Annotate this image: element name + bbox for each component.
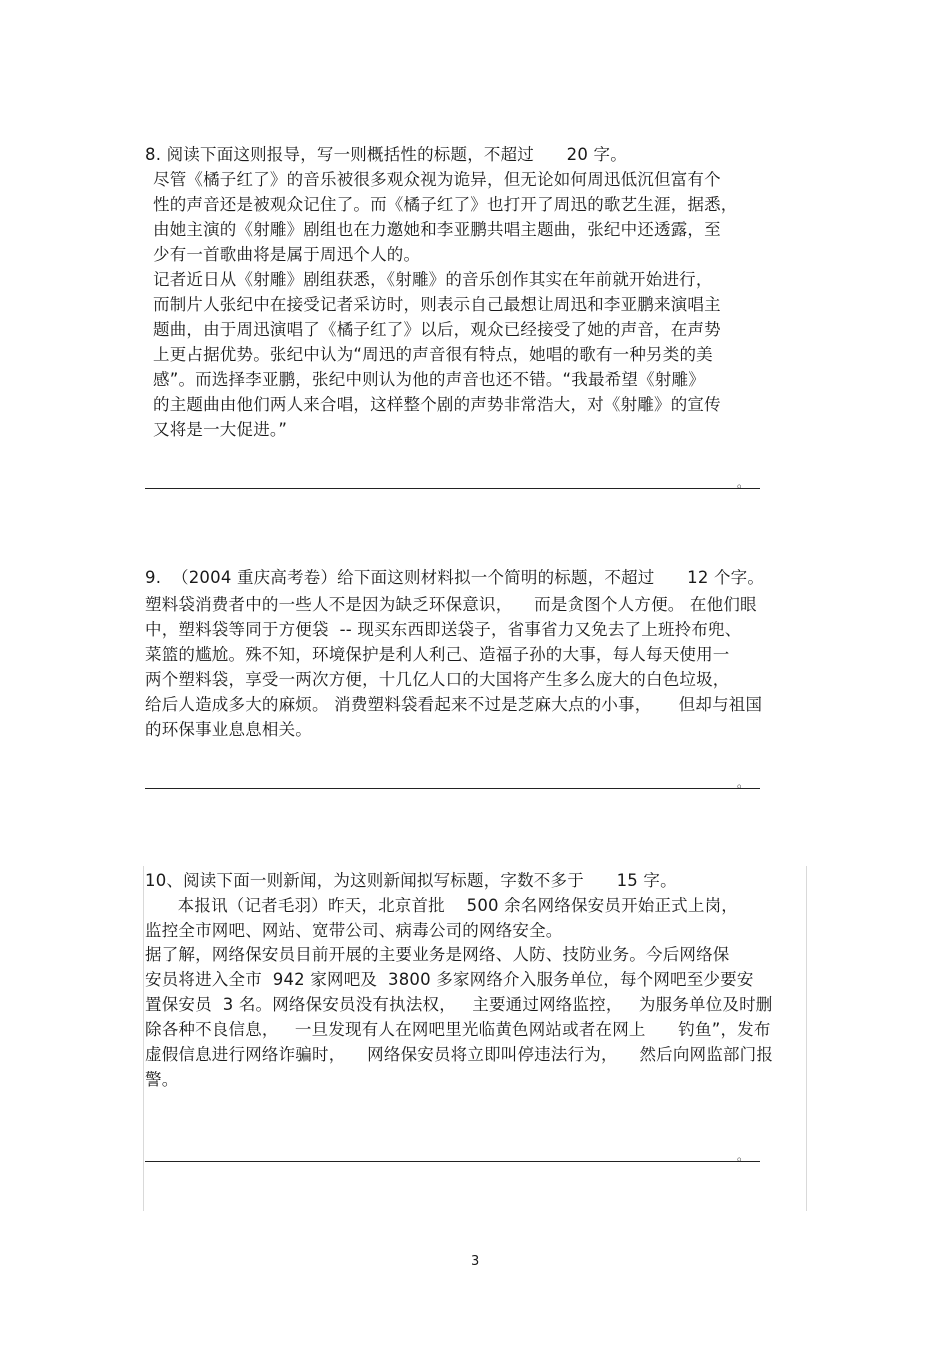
q10-text-line: 安员将进入全市 942 家网吧及 3800 多家网络介入服务单位，每个网吧至少要安 [145, 970, 754, 989]
q9-text-line: 中，塑料袋等同于方便袋 -- 现买东西即送袋子，省事省力又免去了上班拎布兜、 [145, 620, 742, 639]
q8-text-line: 记者近日从《射雕》剧组获悉，《射雕》的音乐创作其实在年前就开始进行， [153, 270, 713, 289]
page-number: 3 [471, 1254, 480, 1269]
q10-text-line: 虚假信息进行网络诈骗时， 网络保安员将立即叫停违法行为， 然后向网监部门报 [145, 1045, 774, 1064]
q8-text-line: 又将是一大促进。” [153, 420, 288, 439]
q8-answer-period: 。 [737, 476, 750, 490]
q8-text-line: 性的声音还是被观众记住了。而《橘子红了》也打开了周迅的歌艺生涯，据悉， [153, 195, 738, 214]
q9-answer-line[interactable] [145, 788, 760, 789]
q10-text-line: 除各种不良信息， 一旦发现有人在网吧里光临黄色网站或者在网上 钓鱼”，发布 [145, 1020, 771, 1039]
q8-text-line: 由她主演的《射雕》剧组也在力邀她和李亚鹏共唱主题曲，张纪中还透露，至 [153, 220, 721, 239]
q8-heading: 8. 阅读下面这则报导，写一则概括性的标题，不超过 20 字。 [145, 145, 627, 164]
q8-text-line: 而制片人张纪中在接受记者采访时，则表示自己最想让周迅和李亚鹏来演唱主 [153, 295, 721, 314]
q9-text-line: 的环保事业息息相关。 [145, 720, 312, 739]
q8-text-line: 的主题曲由他们两人来合唱，这样整个剧的声势非常浩大，对《射雕》的宣传 [153, 395, 721, 414]
q9-text-line: 两个塑料袋，享受一两次方便，十几亿人口的大国将产生多么庞大的白色垃圾， [145, 670, 730, 689]
q8-text-line: 少有一首歌曲将是属于周迅个人的。 [153, 245, 421, 264]
q10-heading: 10、阅读下面一则新闻，为这则新闻拟写标题，字数不多于 15 字。 [145, 871, 677, 890]
q10-answer-line[interactable] [145, 1161, 760, 1162]
q10-text-line: 据了解，网络保安员目前开展的主要业务是网络、人防、技防业务。今后网络保 [145, 945, 730, 964]
q9-text-line: 菜篮的尴尬。殊不知，环境保护是利人利己、造福子孙的大事，每人每天使用一 [145, 645, 730, 664]
q10-text-line: 本报讯（记者毛羽）昨天，北京首批 500 余名网络保安员开始正式上岗， [145, 896, 738, 915]
q10-text-line: 置保安员 3 名。网络保安员没有执法权， 主要通过网络监控， 为服务单位及时删 [145, 995, 773, 1014]
q10-text-line: 警。 [145, 1070, 179, 1089]
q8-answer-line[interactable] [145, 488, 760, 489]
q9-text-line: 给后人造成多大的麻烦。 消费塑料袋看起来不过是芝麻大点的小事， 但却与祖国 [145, 695, 763, 714]
q8-text-line: 题曲，由于周迅演唱了《橘子红了》以后，观众已经接受了她的声音，在声势 [153, 320, 721, 339]
q9-answer-period: 。 [737, 776, 750, 790]
q10-text-line: 监控全市网吧、网站、宽带公司、病毒公司的网络安全。 [145, 921, 563, 940]
q8-text-line: 尽管《橘子红了》的音乐被很多观众视为诡异，但无论如何周迅低沉但富有个 [153, 170, 721, 189]
q8-text-line: 感”。而选择李亚鹏，张纪中则认为他的声音也还不错。“我最希望《射雕》 [153, 370, 705, 389]
q10-answer-period: 。 [737, 1149, 750, 1163]
q10-right-border [806, 866, 807, 1211]
q9-heading: 9. （2004 重庆高考卷）给下面这则材料拟一个简明的标题，不超过 12 个字。 [145, 568, 765, 587]
q10-left-border [143, 866, 144, 1211]
q8-text-line: 上更占据优势。张纪中认为“周迅的声音很有特点，她唱的歌有一种另类的美 [153, 345, 713, 364]
q9-text-line: 塑料袋消费者中的一些人不是因为缺乏环保意识， 而是贪图个人方便。 在他们眼 [145, 595, 757, 614]
